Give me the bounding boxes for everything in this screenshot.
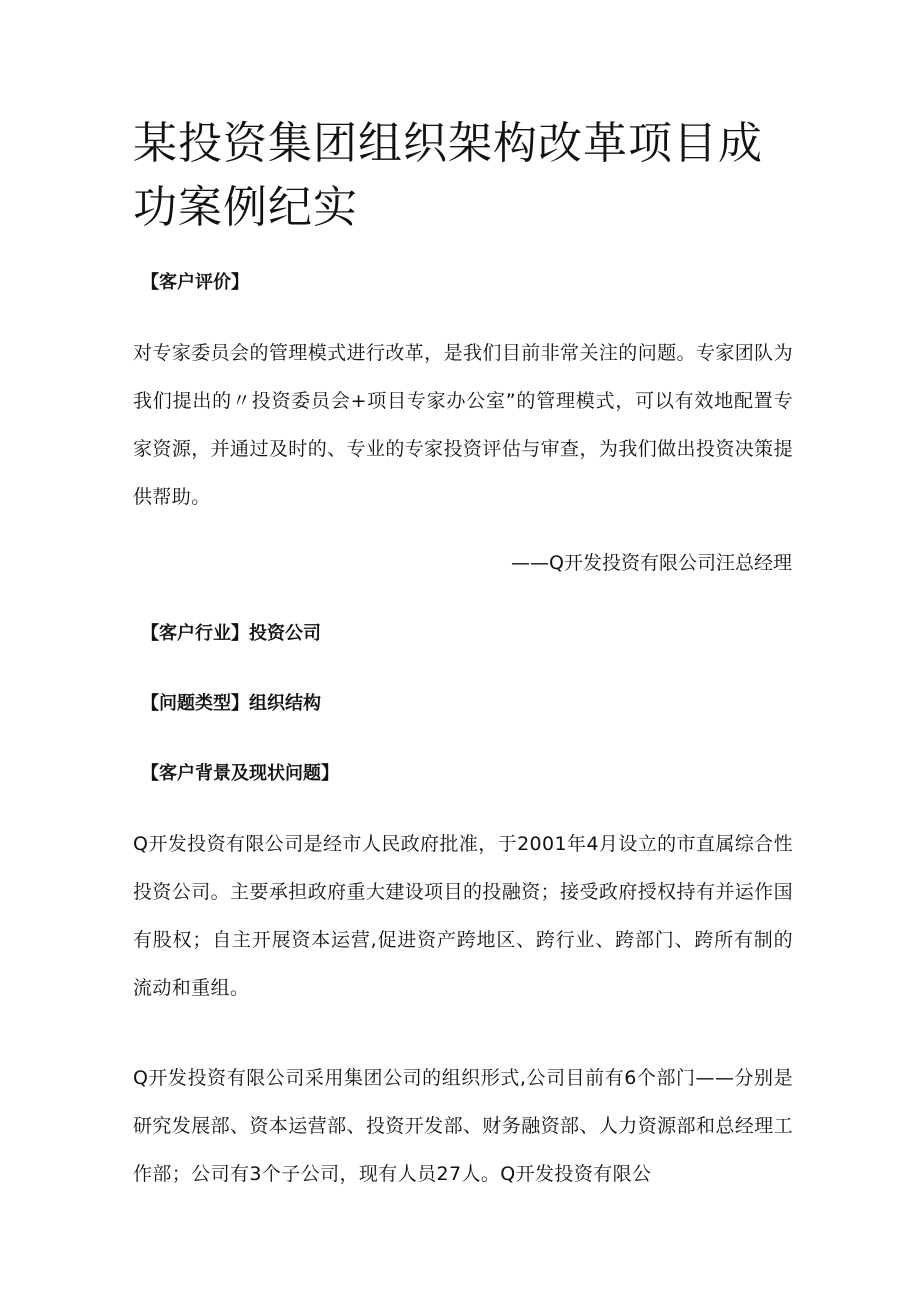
background-paragraph-2: Q开发投资有限公司采用集团公司的组织形式,公司目前有6个部门——分别是研究发展部、资本运营部、投资开发部、财务融资部、人力资源部和总经理工作部；公司有3个子公司，现有人员27人。Q开发投资有限公 [133, 1067, 793, 1185]
background-paragraph-1: Q开发投资有限公司是经市人民政府批准，于2001年4月设立的市直属综合性投资公司。主要承担政府重大建设项目的投融资；接受政府授权持有并运作国有股权；自主开展资本运营,促进资产跨地区、跨行业、跨部门、跨所有制的流动和重组。 [133, 833, 793, 999]
client-review-heading: 【客户评价】 [141, 272, 249, 293]
problem-type-line: 【问题类型】组织结构 [141, 693, 321, 714]
background-heading: 【客户背景及现状问题】 [141, 763, 339, 784]
client-review-paragraph: 对专家委员会的管理模式进行改革，是我们目前非常关注的问题。专家团队为我们提出的〃投资委员会+项目专家办公室”的管理模式，可以有效地配置专家资源，并通过及时的、专业的专家投资评估与审查，为我们做出投资决策提供帮助。 [133, 342, 793, 508]
review-attribution: ——Q开发投资有限公司汪总经理 [511, 552, 792, 574]
document-title: 某投资集团组织架构改革项目成功案例纪实 [133, 118, 763, 233]
client-industry-line: 【客户行业】投资公司 [141, 623, 321, 644]
